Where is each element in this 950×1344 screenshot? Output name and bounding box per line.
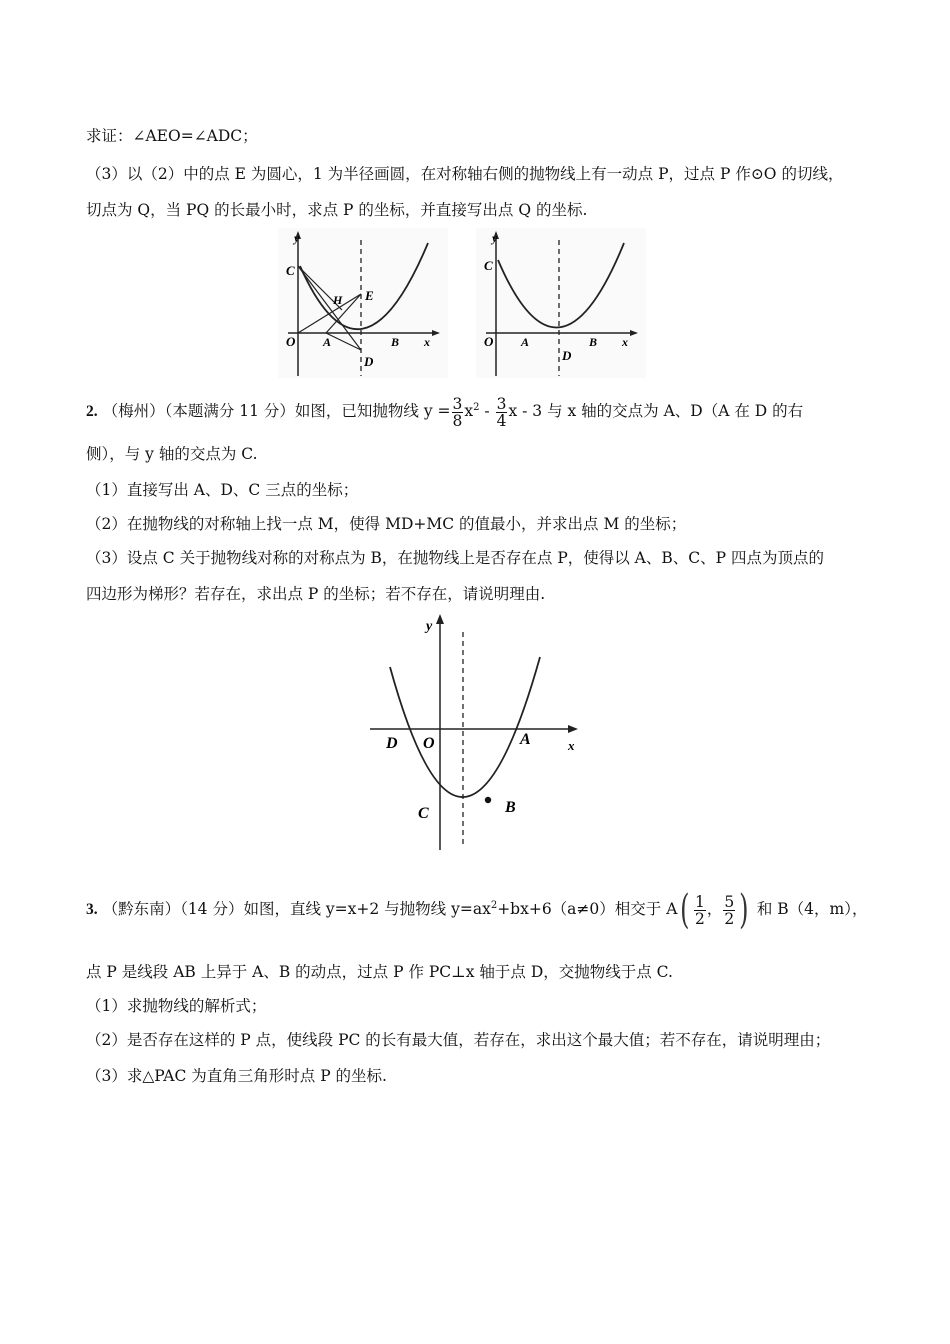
label-D: D: [562, 348, 572, 363]
p3-part3: （3）求△PAC 为直角三角形时点 P 的坐标.: [86, 1067, 387, 1085]
label-C: C: [418, 805, 429, 822]
p2-part1: （1）直接写出 A、D、C 三点的坐标；: [86, 481, 359, 499]
label-C: C: [286, 263, 295, 278]
frac-1-2: [694, 894, 706, 927]
frac2-den: 4: [496, 411, 507, 430]
p3-number: 3.: [86, 901, 98, 919]
p3-line2: 点 P 是线段 AB 上异于 A、B 的动点，过点 P 作 PC⊥x 轴于点 D，交抛物线于点 C.: [86, 963, 673, 981]
label-H: H: [333, 293, 343, 307]
frac-3-4: [496, 396, 508, 429]
p2-line2: 侧），与 y 轴的交点为 C.: [86, 445, 258, 463]
figure-2: [360, 612, 590, 852]
parabola: [390, 657, 540, 797]
label-B: B: [505, 799, 516, 816]
frac1-den: 8: [452, 411, 463, 430]
comma: ，: [706, 900, 723, 919]
p2-part3-line1: （3）设点 C 关于抛物线对称的对称点为 B，在抛物线上是否存在点 P，使得以 A、B、C、P 四点为顶点的: [86, 549, 824, 567]
ay-den: 2: [724, 909, 735, 928]
figure-1b: [476, 228, 646, 378]
label-x: x: [622, 335, 628, 349]
frac2-num: 3: [496, 394, 507, 413]
ay-num: 5: [724, 892, 735, 911]
label-B: B: [391, 335, 400, 349]
frac1-num: 3: [452, 394, 463, 413]
label-B: B: [589, 335, 598, 349]
label-C: C: [484, 258, 493, 273]
label-A: A: [323, 335, 332, 349]
p2-intro-pre: （梅州）（本题满分 11 分）如图，已知抛物线 y =: [102, 402, 451, 421]
p2-intro: [86, 390, 803, 430]
proof-statement: 求证：∠AEO=∠ADC；: [86, 127, 258, 145]
x-var: x: [464, 402, 474, 421]
label-y: y: [294, 231, 300, 245]
ax-num: 1: [695, 892, 705, 911]
label-y: y: [426, 619, 433, 634]
label-D: D: [386, 735, 398, 752]
label-A: A: [521, 335, 530, 349]
p3-part1: （1）求抛物线的解析式；: [86, 997, 267, 1015]
ax-den: 2: [695, 909, 705, 928]
p2-intro-post: x - 3 与 x 轴的交点为 A、D（A 在 D 的右: [508, 402, 804, 421]
p2-part2: （2）在抛物线的对称轴上找一点 M，使得 MD+MC 的值最小，并求出点 M 的坐标；: [86, 515, 687, 533]
label-E: E: [365, 288, 374, 303]
p3-part2: （2）是否存在这样的 P 点，使线段 PC 的长有最大值，若存在，求出这个最大值；若不存在，请说明理由；: [86, 1031, 831, 1049]
label-D: D: [364, 354, 374, 369]
p3-intro-post: 和 B（4，m），: [756, 900, 868, 919]
label-O: O: [484, 334, 494, 349]
p3-intro: [86, 884, 867, 932]
label-x: x: [568, 738, 575, 753]
figure-1a: [278, 228, 448, 378]
right-paren: ): [739, 887, 749, 934]
p3-intro-mid: +bx+6（a≠0）相交于 A: [497, 900, 678, 919]
point-B: [485, 797, 491, 803]
p1-part3-line2: 切点为 Q，当 PQ 的长最小时，求点 P 的坐标，并直接写出点 Q 的坐标.: [86, 201, 588, 219]
label-O: O: [423, 735, 435, 752]
exponent: 2: [473, 402, 480, 413]
p2-part3-line2: 四边形为梯形？若存在，求出点 P 的坐标；若不存在，请说明理由.: [86, 585, 546, 603]
left-paren: (: [680, 887, 690, 934]
p2-number: 2.: [86, 403, 98, 421]
label-x: x: [424, 335, 430, 349]
label-y: y: [492, 231, 498, 245]
p3-intro-pre: （黔东南）（14 分）如图，直线 y=x+2 与抛物线 y=ax: [102, 900, 491, 919]
label-O: O: [286, 334, 296, 349]
p1-part3-line1: （3）以（2）中的点 E 为圆心，1 为半径画圆，在对称轴右侧的抛物线上有一动点 P，过点 P 作⊙O 的切线，: [86, 165, 844, 183]
frac-3-8: [452, 396, 464, 429]
exponent: 2: [490, 900, 498, 911]
minus: -: [479, 402, 495, 421]
label-A: A: [520, 731, 531, 748]
frac-5-2: [723, 894, 735, 927]
